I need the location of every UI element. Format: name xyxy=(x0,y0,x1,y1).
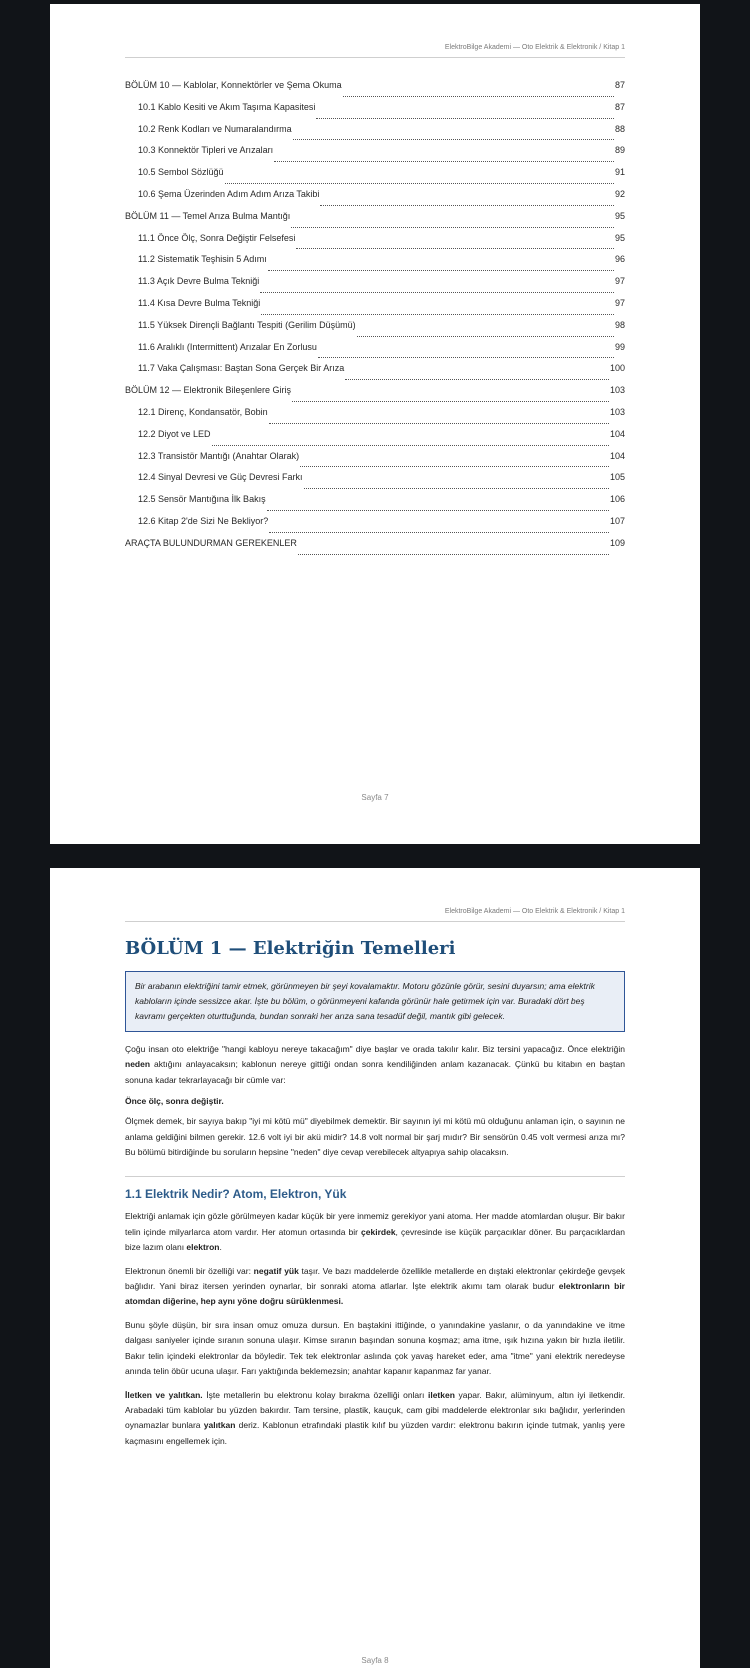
text-run: deriz. Kablonun etrafındaki plastik kılıf bu yüzden vardır: elektronu bakırın içinde tutmak, yanlış yere kaçmasını engellemek için. xyxy=(125,1420,626,1446)
toc-entry-page: 103 xyxy=(609,385,625,396)
bold-text: negatif yük xyxy=(253,1265,299,1276)
toc-entry-page: 98 xyxy=(614,319,625,330)
toc-entry[interactable] xyxy=(125,320,625,342)
toc-entry[interactable] xyxy=(125,472,625,494)
toc-entry-title: ARAÇTA BULUNDURMAN GEREKENLER xyxy=(125,537,297,548)
bold-text: neden xyxy=(125,1059,151,1070)
text-run: Çoğu insan oto elektriğe "hangi kabloyu nereye takacağım" diye başlar ve orada takılır kalır. Biz tersini yapacağız. Önce elektriğin xyxy=(125,1044,625,1054)
text-run: Elektriği anlamak için gözle görülmeyen kadar küçük bir yere inmemiz gerekiyor yani atoma. Her madde atomlardan oluşur. Bir bakır telin içinde milyarlarca atom vardır. Her atomun ortasında bir xyxy=(125,1211,625,1237)
toc-leader-dots xyxy=(274,160,614,162)
page-number: Sayfa 8 xyxy=(361,1656,389,1665)
toc-leader-dots xyxy=(269,531,609,533)
toc-entry[interactable] xyxy=(125,494,625,516)
toc-entry-page: 107 xyxy=(609,515,625,526)
text-run: İşte metallerin bu elektronu kolay bırakma özelliği onları xyxy=(202,1389,428,1400)
running-header: ElektroBilge Akademi — Oto Elektrik & Elektronik / Kitap 1 xyxy=(125,908,625,922)
toc-entry[interactable] xyxy=(125,298,625,320)
toc-entry-title: BÖLÜM 10 — Kablolar, Konnektörler ve Şema Okuma xyxy=(125,80,342,90)
toc-entry-title: 11.1 Önce Ölç, Sonra Değiştir Felsefesi xyxy=(138,232,296,243)
page-number: Sayfa 7 xyxy=(361,793,389,802)
toc-leader-dots xyxy=(300,465,609,467)
toc-entry-title: 10.2 Renk Kodları ve Numaralandırma xyxy=(138,123,292,134)
toc-entry-page: 96 xyxy=(614,254,625,265)
toc-leader-dots xyxy=(291,226,614,228)
bold-text: elektronların bir atomdan diğerine, hep aynı yöne doğru sürüklenmesi. xyxy=(125,1281,625,1307)
toc-leader-dots xyxy=(320,204,614,206)
document-page xyxy=(50,868,700,1668)
bold-text: iletken xyxy=(427,1389,455,1400)
text-run: taşır. Ve bazı maddelerde özellikle metallerde en dıştaki elektronlar çekirdeğe gevşek bağlıdır. Yani biraz itersen yerinden oynarlar, bir sonraki atoma atlarlar. İşte elektrik akımı tam olarak budur xyxy=(125,1265,625,1292)
toc-entry[interactable] xyxy=(125,145,625,167)
toc-entry[interactable] xyxy=(125,342,625,364)
running-header: ElektroBilge Akademi — Oto Elektrik & Elektronik / Kitap 1 xyxy=(125,44,625,58)
chapter-title: BÖLÜM 1 — Elektriğin Temelleri xyxy=(125,938,456,959)
motto-line: Önce ölç, sonra değiştir. xyxy=(125,1096,224,1107)
toc-entry-page: 104 xyxy=(609,428,625,439)
bold-text: çekirdek xyxy=(361,1226,396,1237)
toc-entry-page: 87 xyxy=(614,101,625,112)
toc-entry[interactable] xyxy=(125,124,625,146)
toc-entry[interactable] xyxy=(125,516,625,538)
text-run: , çevresinde ise küçük parçacıklar döner. Bu parçacıklardan bize lazım olanı xyxy=(125,1226,625,1253)
bold-text: İletken ve yalıtkan. xyxy=(125,1389,203,1400)
chapter-intro-box: Bir arabanın elektriğini tamir etmek, görünmeyen bir şeyi kovalamaktır. Motoru gözünle görür, sesini duyarsın; ama elektrik kabloların içinde sessizce akar. İşte bu bölüm, o görünmeyeni kafanda görünür hale getirmek için var. Buradaki dört beş kavramı gerçekten oturttuğunda, bundan sonraki her arıza sana tesadüf değil, mantık gibi gelecek. xyxy=(125,971,625,1032)
toc-leader-dots xyxy=(357,335,614,337)
toc-leader-dots xyxy=(261,313,614,315)
page-content xyxy=(125,938,625,1457)
toc-entry-page: 97 xyxy=(614,297,625,308)
toc-entry-page: 95 xyxy=(614,210,625,221)
toc-entry-title: 10.1 Kablo Kesiti ve Akım Taşıma Kapasitesi xyxy=(138,101,316,112)
toc-entry-title: 10.6 Şema Üzerinden Adım Adım Arıza Takibi xyxy=(138,188,320,199)
toc-entry-page: 100 xyxy=(609,363,625,374)
toc-entry-title: 12.3 Transistör Mantığı (Anahtar Olarak) xyxy=(138,450,300,461)
toc-entry-title: 10.3 Konnektör Tipleri ve Arızaları xyxy=(138,145,274,156)
toc-entry-title: 11.2 Sistematik Teşhisin 5 Adımı xyxy=(138,254,267,265)
toc-leader-dots xyxy=(343,95,614,97)
table-of-contents xyxy=(125,80,625,560)
toc-entry-page: 88 xyxy=(614,123,625,134)
toc-entry[interactable] xyxy=(125,80,625,102)
toc-entry-page: 99 xyxy=(614,341,625,352)
toc-leader-dots xyxy=(260,291,614,293)
toc-leader-dots xyxy=(225,182,614,184)
paragraph xyxy=(125,1388,625,1450)
toc-entry-title: 12.6 Kitap 2'de Sizi Ne Bekliyor? xyxy=(138,515,269,526)
toc-entry[interactable] xyxy=(125,451,625,473)
toc-entry-title: 12.1 Direnç, Kondansatör, Bobin xyxy=(138,406,268,417)
toc-entry-title: 10.5 Sembol Sözlüğü xyxy=(138,167,224,178)
toc-entry-title: 12.2 Diyot ve LED xyxy=(138,428,211,439)
toc-entry-title: 11.3 Açık Devre Bulma Tekniği xyxy=(138,276,260,287)
toc-leader-dots xyxy=(267,509,609,511)
toc-entry[interactable] xyxy=(125,189,625,211)
toc-leader-dots xyxy=(269,422,609,424)
toc-leader-dots xyxy=(212,444,609,446)
toc-entry-title: 11.6 Aralıklı (Intermittent) Arızalar En Zorlusu xyxy=(138,341,317,352)
toc-entry[interactable] xyxy=(125,254,625,276)
toc-leader-dots xyxy=(293,138,614,140)
toc-entry-title: 12.4 Sinyal Devresi ve Güç Devresi Farkı xyxy=(138,472,303,483)
toc-entry-page: 104 xyxy=(609,450,625,461)
toc-leader-dots xyxy=(292,400,609,402)
toc-entry-page: 95 xyxy=(614,232,625,243)
toc-leader-dots xyxy=(316,117,614,119)
toc-leader-dots xyxy=(298,553,609,555)
toc-entry-page: 105 xyxy=(609,472,625,483)
text-run: . xyxy=(219,1242,222,1253)
paragraph xyxy=(125,1209,625,1255)
toc-leader-dots xyxy=(318,356,614,358)
toc-entry-page: 87 xyxy=(614,80,625,90)
toc-entry[interactable] xyxy=(125,211,625,233)
toc-entry[interactable] xyxy=(125,538,625,560)
text-run: Elektronun önemli bir özelliği var: xyxy=(125,1265,254,1276)
text-run: aktığını anlayacaksın; kablonun nereye gittiği ondan sonra kendiliğinden anlam kazanacak. Çünkü bu kitabın en baştan sonuna kadar tekrarlayacağı bir cümle var: xyxy=(125,1059,625,1085)
paragraph: Ölçmek demek, bir sayıya bakıp "iyi mi kötü mü" diyebilmek demektir. Bir sayının iyi mi kötü mü olduğunu anlaman için, o sayının ne anlama geldiğini bilmen gerekir. 12.6 volt iyi bir akü midir? 14.8 volt normal bir şarj mıdır? Bir sensörün 0.45 volt vermesi arıza mı? Bu bölümü bitirdiğinde bu soruların hepsine "neden" diye cevap verebilecek altyapıya sahip olacaksın. xyxy=(125,1116,625,1158)
document-page xyxy=(50,4,700,844)
toc-entry-page: 91 xyxy=(614,167,625,178)
toc-entry-page: 109 xyxy=(609,537,625,548)
paragraph: Bunu şöyle düşün, bir sıra insan omuz omuza dursun. En baştakini ittiğinde, o yanındakine yaslanır, o da yanındakine ve itme dalgası saniyeler içinde sıranın sonuna ulaşır. Kimse sıranın başından sonuna koşmaz; ama itme, ışık hızına yakın bir hızla iletilir. Bakır telin içindeki elektronlar da böyledir. Tek tek elektronlar aslında çok yavaş hareket eder, ama "itme" yani elektrik neredeyse anında telin öbür ucuna ulaşır. Farı yaktığında beklemezsin; anahtar kapanır kapanmaz far yanar. xyxy=(125,1319,625,1377)
bold-text: elektron xyxy=(186,1242,220,1253)
toc-entry-title: 11.4 Kısa Devre Bulma Tekniği xyxy=(138,297,261,308)
toc-leader-dots xyxy=(345,378,609,380)
toc-entry-title: BÖLÜM 12 — Elektronik Bileşenlere Giriş xyxy=(125,385,292,396)
toc-entry[interactable] xyxy=(125,363,625,385)
toc-entry-page: 89 xyxy=(614,145,625,156)
toc-entry-page: 92 xyxy=(614,188,625,199)
text-run: yapar. Bakır, alüminyum, altın iyi iletkendir. Arabadaki tüm kablolar bu yüzden bakırdır. Tam tersine, plastik, kauçuk, cam gibi maddelerde elektronlar sıkı bağlıdır, yerlerinden oynamazlar bunlara xyxy=(125,1389,625,1431)
paragraph xyxy=(125,1264,625,1310)
bold-text: yalıtkan xyxy=(203,1420,236,1431)
toc-entry[interactable] xyxy=(125,429,625,451)
section-divider xyxy=(125,1176,625,1177)
toc-entry[interactable] xyxy=(125,385,625,407)
toc-leader-dots xyxy=(296,247,614,249)
toc-entry[interactable] xyxy=(125,102,625,124)
toc-entry[interactable] xyxy=(125,276,625,298)
toc-entry-title: 11.5 Yüksek Dirençli Bağlantı Tespiti (Gerilim Düşümü) xyxy=(138,319,356,330)
toc-entry[interactable] xyxy=(125,233,625,255)
toc-entry[interactable] xyxy=(125,167,625,189)
toc-entry-title: 11.7 Vaka Çalışması: Baştan Sona Gerçek Bir Arıza xyxy=(138,363,345,374)
toc-entry-page: 97 xyxy=(614,276,625,287)
toc-entry-title: BÖLÜM 11 — Temel Arıza Bulma Mantığı xyxy=(125,210,291,221)
section-title: 1.1 Elektrik Nedir? Atom, Elektron, Yük xyxy=(125,1187,347,1202)
toc-leader-dots xyxy=(304,487,609,489)
toc-entry-page: 103 xyxy=(609,406,625,417)
toc-entry-title: 12.5 Sensör Mantığına İlk Bakış xyxy=(138,494,266,505)
toc-leader-dots xyxy=(268,269,614,271)
paragraph xyxy=(125,1042,625,1088)
toc-entry-page: 106 xyxy=(609,494,625,505)
toc-entry[interactable] xyxy=(125,407,625,429)
